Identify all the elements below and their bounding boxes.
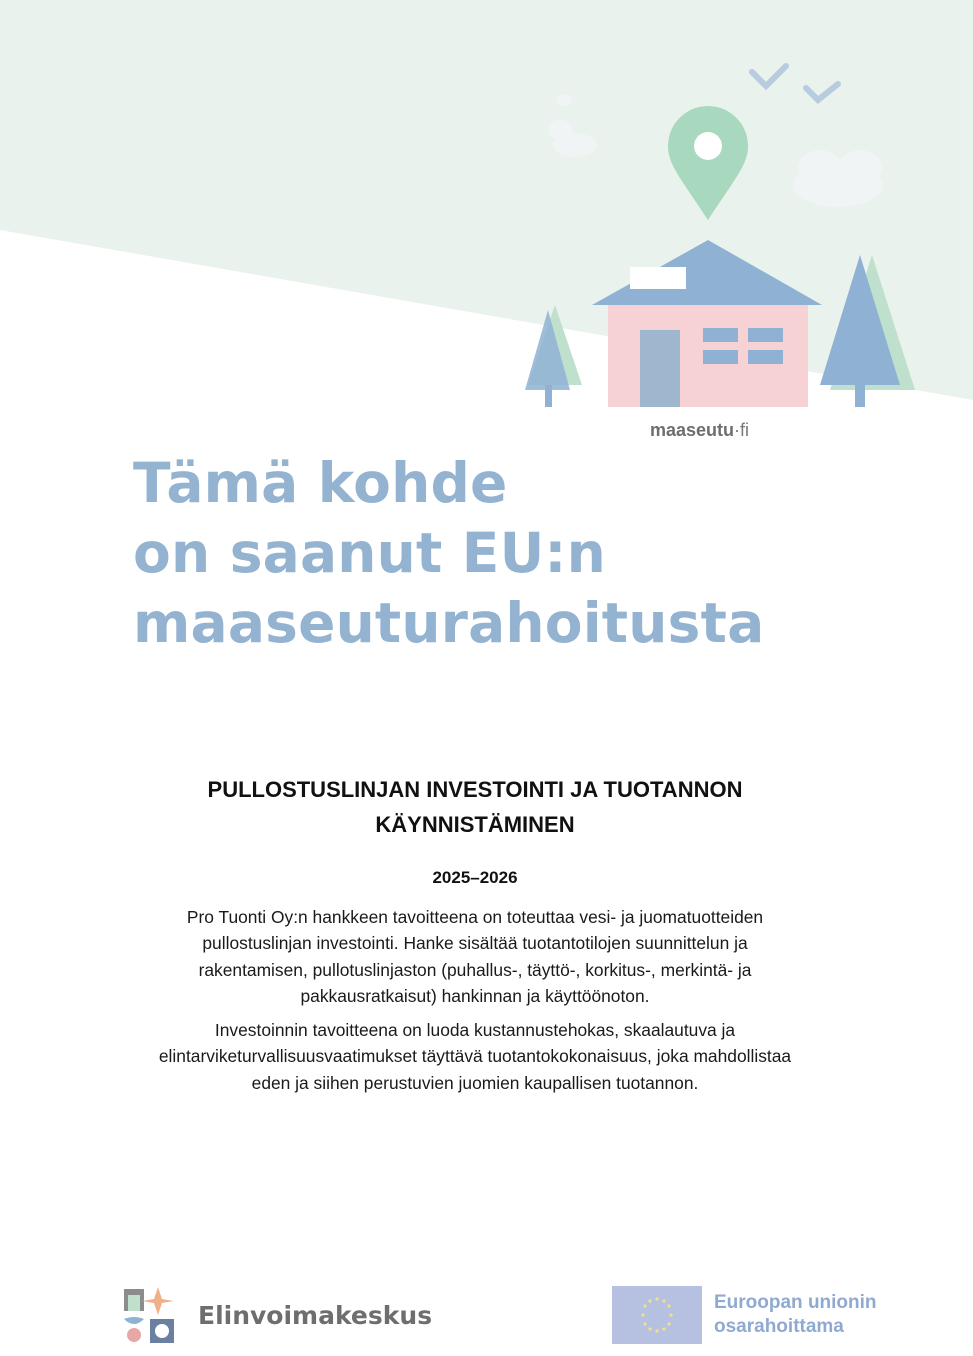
elinvoimakeskus-logo — [120, 1285, 432, 1345]
headline-line: on saanut EU:n — [133, 521, 606, 585]
text-line: eden ja siihen perustuvien juomien kaupallisen tuotannon. — [251, 1072, 699, 1093]
project-years: 2025–2026 — [432, 868, 518, 887]
bird-icon — [752, 66, 838, 100]
headline — [133, 448, 764, 658]
brand-suffix: fi — [740, 420, 750, 440]
brand-name: maaseutu — [650, 420, 735, 440]
text-line: elintarviketurvallisuusvaatimukset täyttävä tuotantokokonaisuus, joka mahdollistaa — [158, 1046, 792, 1067]
text-line: pullostuslinjan investointi. Hanke sisältää tuotantotilojen suunnittelun ja — [202, 933, 748, 954]
tree-icon — [820, 255, 915, 407]
project-title-line: KÄYNNISTÄMINEN — [375, 812, 575, 837]
rural-house-illustration — [520, 60, 920, 420]
brand-dot: · — [734, 420, 741, 440]
headline-line: maaseuturahoitusta — [133, 591, 765, 655]
location-pin-icon — [668, 106, 748, 220]
eu-text-line: osarahoittama — [714, 1316, 844, 1337]
project-description — [105, 904, 845, 1104]
text-line: Pro Tuonti Oy:n hankkeen tavoitteena on toteuttaa vesi- ja juomatuotteiden — [186, 907, 764, 927]
text-line: Investoinnin tavoitteena on luoda kustannustehokas, skaalautuva ja — [214, 1020, 736, 1041]
headline-line: Tämä kohde — [133, 451, 508, 515]
project-title — [120, 772, 830, 842]
eu-cofunded-text — [714, 1291, 877, 1339]
house-icon — [592, 240, 822, 407]
tree-icon — [525, 305, 582, 407]
project-title-line: PULLOSTUSLINJAN INVESTOINTI JA TUOTANNON — [207, 777, 743, 802]
eu-cofunded-logo — [612, 1285, 877, 1345]
maaseutu-brand-logo — [650, 420, 749, 441]
text-line: pakkausratkaisut) hankinnan ja käyttöönoton. — [300, 985, 650, 1006]
elinvoimakeskus-name: Elinvoimakeskus — [198, 1300, 433, 1330]
eu-flag-icon — [612, 1286, 702, 1344]
description-paragraph — [105, 904, 845, 1009]
eu-text-line: Euroopan unionin — [714, 1292, 877, 1313]
text-line: rakentamisen, pullotuslinjaston (puhallus-, täyttö-, korkitus-, merkintä- ja — [198, 959, 752, 980]
elinvoimakeskus-mark-icon — [120, 1285, 182, 1345]
description-paragraph — [105, 1017, 845, 1096]
